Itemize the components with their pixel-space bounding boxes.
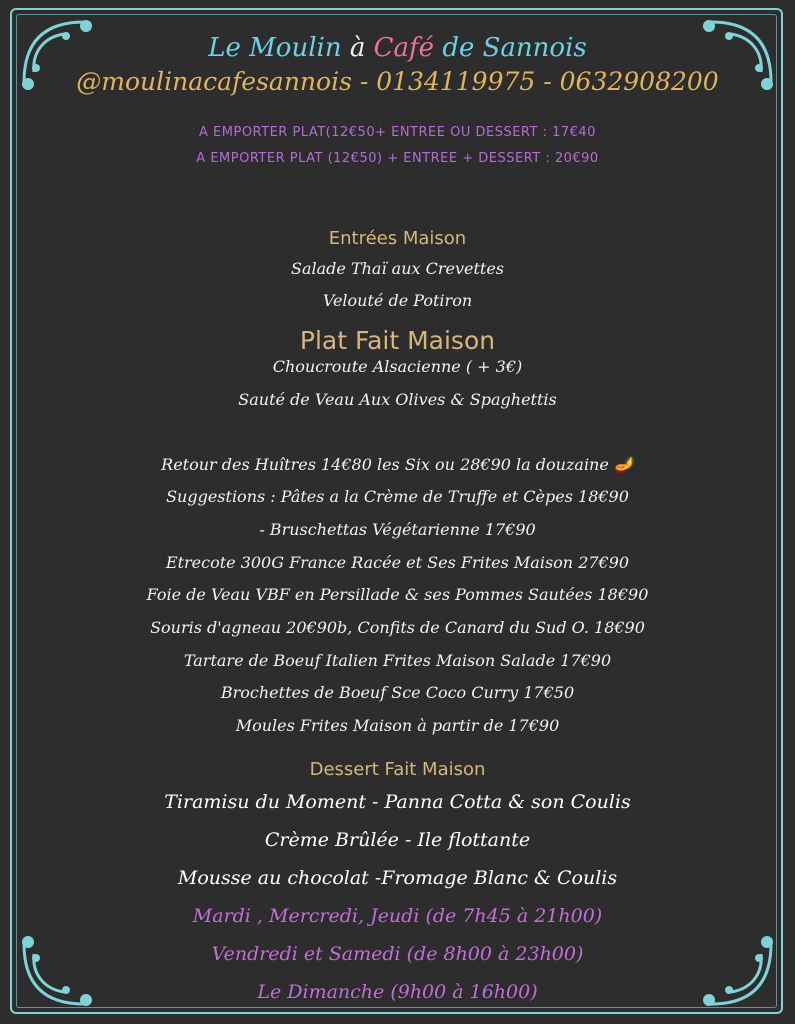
plat-item: Sauté de Veau Aux Olives & Spaghettis: [238, 390, 557, 409]
suggestion-item: Etrecote 300G France Racée et Ses Frites Maison 27€90: [165, 553, 630, 572]
suggestion-item: - Bruschettas Végétarienne 17€90: [259, 520, 536, 539]
name-part-4: de Sannois: [442, 33, 587, 63]
dessert-item: Crème Brûlée - Ile flottante: [264, 829, 531, 851]
promo-line-2: A EMPORTER PLAT (12€50) + ENTREE + DESSERT : 20€90: [196, 151, 599, 166]
hours-line: Vendredi et Samedi (de 8h00 à 23h00): [211, 943, 584, 965]
restaurant-name: [0, 33, 795, 63]
suggestion-item: Brochettes de Boeuf Sce Coco Curry 17€50: [220, 683, 575, 702]
dessert-item: Mousse au chocolat -Fromage Blanc & Coulis: [177, 867, 618, 889]
suggestion-item: Retour des Huîtres 14€80 les Six ou 28€90 la douzaine 🪔: [161, 455, 634, 474]
entrees-heading: Entrées Maison: [328, 228, 467, 249]
suggestion-item: Souris d'agneau 20€90b, Confits de Canard du Sud O. 18€90: [150, 618, 645, 637]
suggestion-item: Suggestions : Pâtes a la Crème de Truffe et Cèpes 18€90: [166, 487, 629, 506]
desserts-heading: Dessert Fait Maison: [309, 759, 486, 780]
suggestion-item: Tartare de Boeuf Italien Frites Maison Salade 17€90: [183, 651, 612, 670]
entree-item: Salade Thaï aux Crevettes: [290, 259, 505, 278]
name-part-2: à: [349, 33, 366, 63]
hours-line: Le Dimanche (9h00 à 16h00): [257, 981, 538, 1003]
plat-item: Choucroute Alsacienne ( + 3€): [272, 357, 523, 376]
plats-heading: Plat Fait Maison: [299, 326, 496, 355]
dessert-item: Tiramisu du Moment - Panna Cotta & son Coulis: [164, 791, 631, 813]
suggestion-item: Moules Frites Maison à partir de 17€90: [235, 716, 560, 735]
name-part-1: Le Moulin: [208, 33, 342, 63]
name-part-3: Café: [373, 33, 435, 63]
entree-item: Velouté de Potiron: [322, 291, 473, 310]
suggestion-item: Foie de Veau VBF en Persillade & ses Pommes Sautées 18€90: [146, 585, 649, 604]
contact-line: @moulinacafesannois - 0134119975 - 0632908200: [76, 67, 719, 96]
promo-line-1: A EMPORTER PLAT(12€50+ ENTREE OU DESSERT : 17€40: [199, 125, 596, 140]
hours-line: Mardi , Mercredi, Jeudi (de 7h45 à 21h00): [192, 905, 603, 927]
